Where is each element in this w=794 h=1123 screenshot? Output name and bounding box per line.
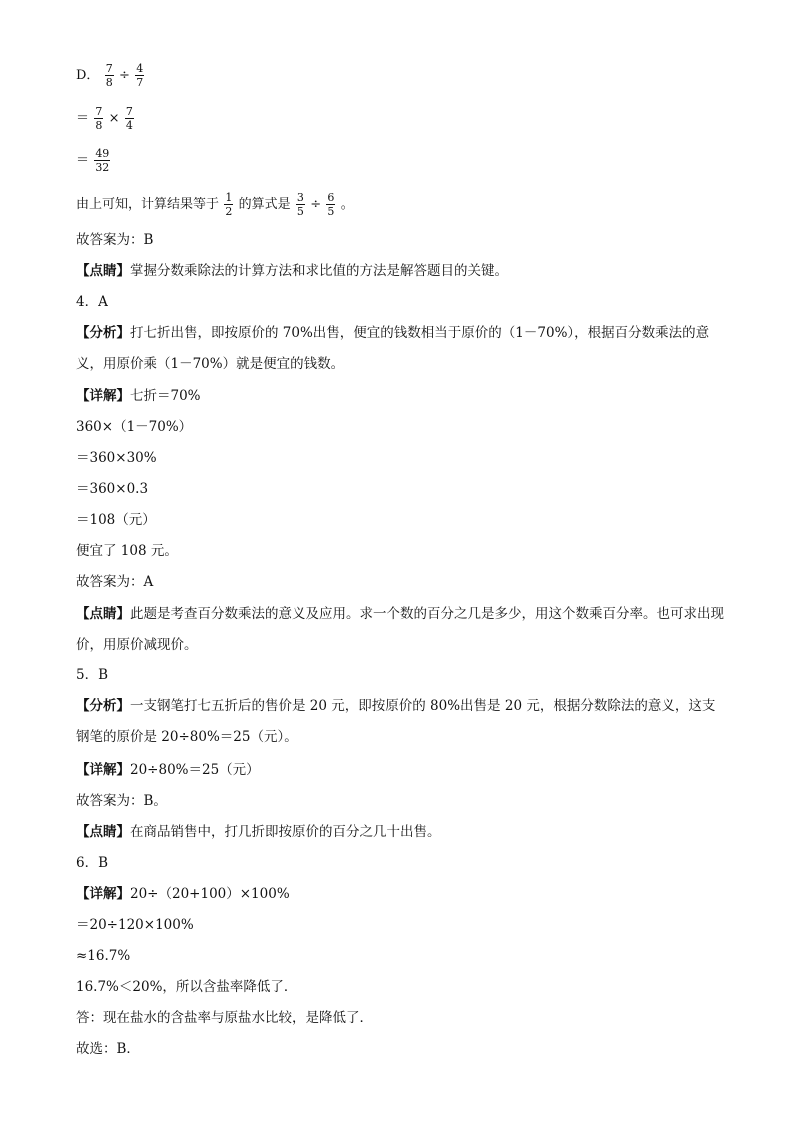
q5-heading: 5．B [76,667,109,683]
fraction: $\frac{7}{8}$ [95,105,103,132]
q4-detail: 【详解】七折＝70% [76,388,201,404]
d-label: D． [76,67,100,83]
d-step-1: ＝ $\frac{7}{8}$ × $\frac{7}{4}$ [76,105,133,132]
detail-tag: 【详解】 [76,886,130,902]
q6-step: 16.7%＜20%，所以含盐率降低了． [76,979,298,995]
fraction: $\frac{7}{4}$ [125,105,133,132]
q4-step: 360×（1－70%） [76,419,193,435]
fraction: $\frac{3}{5}$ [296,191,304,218]
q5-detail: 【详解】20÷80%＝25（元） [76,762,260,778]
fraction: $\frac{6}{5}$ [327,191,335,218]
note-tag: 【点睛】 [76,824,130,840]
analysis-text: 一支钢笔打七五折后的售价是 20 元，即按原价的 80%出售是 20 元，根据分数除法的意义，这支钢笔的原价是 20÷80%＝25（元）。 [76,698,716,745]
q4-analysis [76,318,726,380]
q4-note [76,599,726,661]
q5-note [76,822,726,842]
q4-answer: 故答案为：A [76,574,154,590]
fraction: $\frac{49}{32}$ [95,147,110,174]
note-3 [76,261,726,281]
q4-heading: 4．A [76,294,108,310]
q6-heading: 6．B [76,855,109,871]
d-expression [76,62,726,89]
analysis-tag: 【分析】 [76,698,130,714]
divide-sign: ÷ [119,67,130,83]
q4-step: ＝360×30% [76,450,157,466]
q5-answer: 故答案为：B。 [76,793,167,809]
fraction: $\frac{4}{7}$ [136,62,144,89]
d-step-2: ＝ $\frac{49}{32}$ [76,147,110,174]
q6-step: 答：现在盐水的含盐率与原盐水比较，是降低了． [76,1010,373,1026]
analysis-tag: 【分析】 [76,325,130,341]
q4-step: ＝108（元） [76,512,156,528]
fraction: $\frac{7}{8}$ [105,62,113,89]
multiply-sign: × [108,110,120,126]
q6-step: ＝20÷120×100% [76,917,194,933]
answer-3: 故答案为：B [76,232,154,248]
note-tag: 【点睛】 [76,606,130,622]
detail-tag: 【详解】 [76,762,130,778]
q4-step: 便宜了 108 元。 [76,543,178,559]
q6-detail: 【详解】20÷（20+100）×100% [76,886,290,902]
q6-step: ≈16.7% [76,948,131,964]
detail-tag: 【详解】 [76,388,130,404]
divide-sign: ÷ [310,196,322,212]
q6-step: 故选：B． [76,1041,140,1057]
conclusion-line: 由上可知，计算结果等于 $\frac{1}{2}$ 的算式是 $\frac{3}{5}$ ÷ $\frac{6}{5}$ 。 [76,191,354,218]
q5-analysis [76,691,726,753]
note-text: 此题是考查百分数乘法的意义及应用。求一个数的百分之几是多少，用这个数乘百分率。也可求出现价，用原价减现价。 [76,606,724,653]
fraction: $\frac{1}{2}$ [225,191,233,218]
q4-step: ＝360×0.3 [76,481,149,497]
note-tag: 【点睛】 [76,263,130,279]
note-text: 在商品销售中，打几折即按原价的百分之几十出售。 [130,824,441,840]
note-text: 掌握分数乘除法的计算方法和求比值的方法是解答题目的关键。 [130,263,508,279]
analysis-text: 打七折出售，即按原价的 70%出售，便宜的钱数相当于原价的（1－70%），根据百分数乘法的意义，用原价乘（1－70%）就是便宜的钱数。 [76,325,710,372]
